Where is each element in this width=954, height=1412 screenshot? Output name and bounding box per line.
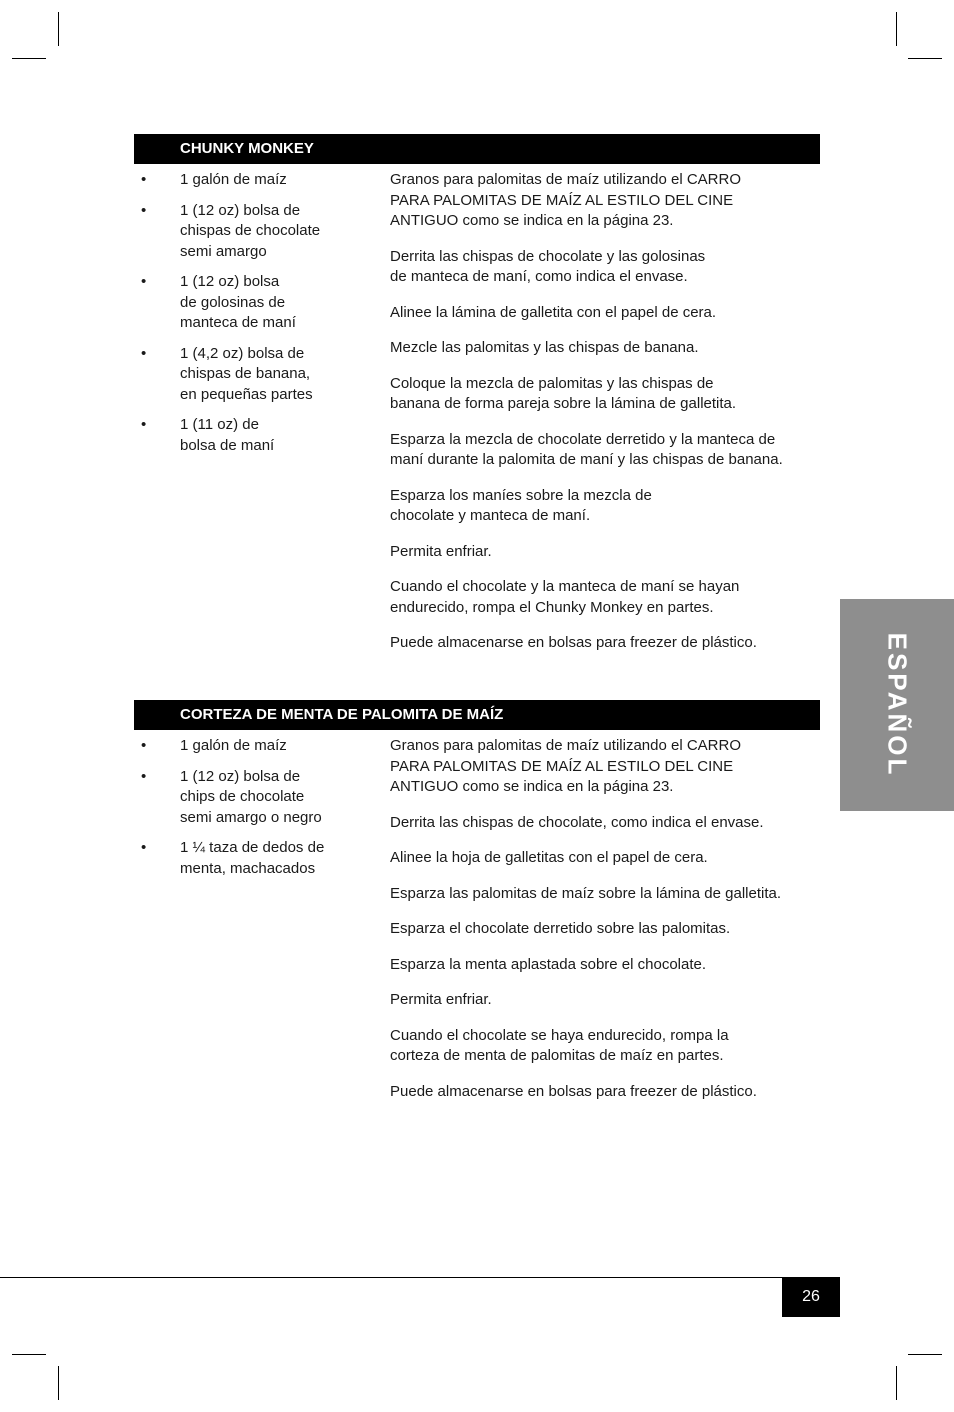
bullet-icon: • <box>141 416 147 433</box>
text-line: 1 galón de maíz <box>180 737 287 754</box>
recipe-chunky-monkey <box>134 134 820 651</box>
bullet-icon: • <box>141 273 147 290</box>
text-line: Derrita las chispas de chocolate y las golosinas <box>390 247 706 265</box>
ingredient-item <box>134 736 374 757</box>
bullet-icon: • <box>141 737 147 754</box>
bullet-icon: • <box>141 839 147 856</box>
text-line: de golosinas de <box>180 293 286 311</box>
crop-mark <box>896 12 897 46</box>
text-line: chispas de chocolate <box>180 222 321 239</box>
step-paragraph <box>390 884 815 905</box>
text-line: 1 (11 oz) de <box>180 416 259 433</box>
page-number: 26 <box>782 1277 840 1317</box>
text-line: Alinee la hoja de galletitas con el papel de cera. <box>390 849 708 866</box>
ingredient-item <box>134 201 374 263</box>
recipe-corteza-de-menta <box>134 700 820 1100</box>
step-paragraph <box>390 542 815 563</box>
step-paragraph <box>390 247 815 288</box>
text-line: bolsa de maní <box>180 436 275 454</box>
text-line: chocolate y manteca de maní. <box>390 507 591 524</box>
text-line: Cuando el chocolate y la manteca de maní se hayan <box>390 578 740 595</box>
text-line: 1 galón de maíz <box>180 171 287 188</box>
text-line: semi amargo <box>180 242 267 260</box>
ingredient-item <box>134 838 374 879</box>
text-line: chispas de banana, <box>180 365 311 382</box>
ingredient-item <box>134 415 374 456</box>
text-line: semi amargo o negro <box>180 808 322 826</box>
step-list <box>390 736 815 1117</box>
ingredient-item <box>134 170 374 191</box>
text-line: 1 (12 oz) bolsa <box>180 273 280 290</box>
step-paragraph <box>390 919 815 940</box>
text-line: endurecido, rompa el Chunky Monkey en partes. <box>390 598 714 616</box>
crop-mark <box>12 58 46 59</box>
step-paragraph <box>390 577 815 618</box>
text-line: Puede almacenarse en bolsas para freezer de plástico. <box>390 634 757 651</box>
text-line: Esparza los maníes sobre la mezcla de <box>390 486 652 504</box>
text-line: de manteca de maní, como indica el envase. <box>390 268 688 285</box>
text-line: Granos para palomitas de maíz utilizando el CARRO <box>390 737 741 754</box>
text-line: 1 (12 oz) bolsa de <box>180 767 301 785</box>
ingredient-item <box>134 272 374 334</box>
text-line: PARA PALOMITAS DE MAÍZ AL ESTILO DEL CINE <box>390 757 734 775</box>
text-line: ANTIGUO como se indica en la página 23. <box>390 778 674 795</box>
step-paragraph <box>390 990 815 1011</box>
step-paragraph <box>390 374 815 415</box>
step-paragraph <box>390 736 815 798</box>
step-paragraph <box>390 486 815 527</box>
crop-mark <box>58 1366 59 1400</box>
text-line: 1 (4,2 oz) bolsa de <box>180 344 305 362</box>
step-paragraph <box>390 338 815 359</box>
step-paragraph <box>390 170 815 232</box>
crop-mark <box>896 1366 897 1400</box>
step-paragraph <box>390 430 815 471</box>
step-paragraph <box>390 1082 815 1103</box>
step-list <box>390 170 815 669</box>
text-line: maní durante la palomita de maní y las chispas de banana. <box>390 451 783 468</box>
step-paragraph <box>390 1026 815 1067</box>
crop-mark <box>908 1354 942 1355</box>
text-line: Cuando el chocolate se haya endurecido, rompa la <box>390 1026 729 1044</box>
footer-rule <box>0 1277 840 1278</box>
bullet-icon: • <box>141 767 147 785</box>
text-line: Esparza el chocolate derretido sobre las palomitas. <box>390 920 731 937</box>
crop-mark <box>58 12 59 46</box>
text-line: Esparza la menta aplastada sobre el chocolate. <box>390 955 707 973</box>
ingredient-item <box>134 344 374 406</box>
text-line: chips de chocolate <box>180 788 305 805</box>
step-paragraph <box>390 848 815 869</box>
text-line: Mezcle las palomitas y las chispas de banana. <box>390 339 699 356</box>
recipe-title: CORTEZA DE MENTA DE PALOMITA DE MAÍZ <box>134 700 820 730</box>
text-line: Alinee la lámina de galletita con el papel de cera. <box>390 303 717 321</box>
text-line: Derrita las chispas de chocolate, como indica el envase. <box>390 813 764 831</box>
step-paragraph <box>390 955 815 976</box>
ingredient-list <box>134 736 374 889</box>
ingredient-list <box>134 170 374 466</box>
text-line: Esparza la mezcla de chocolate derretido y la manteca de <box>390 430 776 448</box>
text-line: Puede almacenarse en bolsas para freezer de plástico. <box>390 1082 757 1100</box>
text-line: 1 ¼ taza de dedos de <box>180 839 325 856</box>
step-paragraph <box>390 813 815 834</box>
text-line: Permita enfriar. <box>390 991 492 1008</box>
text-line: PARA PALOMITAS DE MAÍZ AL ESTILO DEL CINE <box>390 191 734 209</box>
recipe-title: CHUNKY MONKEY <box>134 134 820 164</box>
language-side-tab <box>840 599 954 811</box>
text-line: banana de forma pareja sobre la lámina de galletita. <box>390 395 737 412</box>
text-line: Granos para palomitas de maíz utilizando el CARRO <box>390 171 741 188</box>
ingredient-item <box>134 767 374 829</box>
crop-mark <box>908 58 942 59</box>
bullet-icon: • <box>141 201 147 219</box>
language-label: ESPAÑOL <box>882 632 913 778</box>
text-line: Permita enfriar. <box>390 542 492 560</box>
bullet-icon: • <box>141 171 147 188</box>
text-line: ANTIGUO como se indica en la página 23. <box>390 212 674 229</box>
bullet-icon: • <box>141 344 147 362</box>
crop-mark <box>12 1354 46 1355</box>
step-paragraph <box>390 303 815 324</box>
text-line: menta, machacados <box>180 859 316 877</box>
text-line: Coloque la mezcla de palomitas y las chispas de <box>390 374 714 392</box>
step-paragraph <box>390 633 815 654</box>
text-line: 1 (12 oz) bolsa de <box>180 201 301 219</box>
text-line: Esparza las palomitas de maíz sobre la lámina de galletita. <box>390 884 782 902</box>
text-line: corteza de menta de palomitas de maíz en partes. <box>390 1047 724 1064</box>
text-line: en pequeñas partes <box>180 385 313 403</box>
text-line: manteca de maní <box>180 314 296 331</box>
